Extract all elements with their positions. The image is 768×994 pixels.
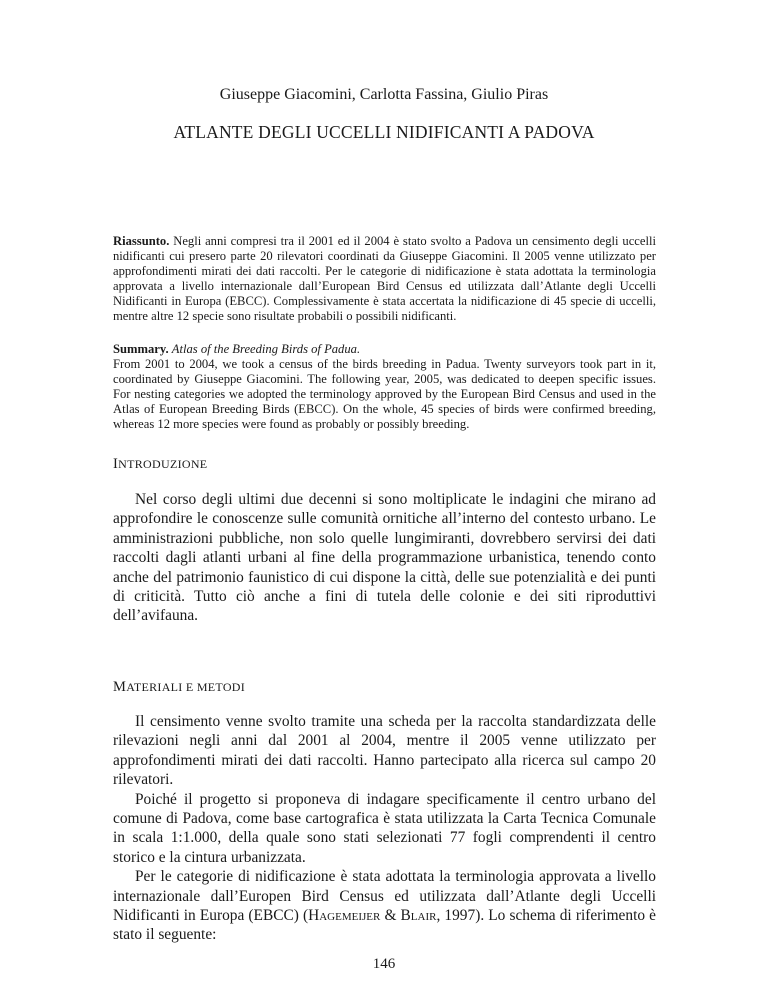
citation: Hagemeijer & Blair (308, 907, 437, 925)
summary-title: Atlas of the Breeding Birds of Padua. (171, 342, 361, 356)
section-body-materiali-e-metodi (113, 712, 656, 945)
paragraph: Nel corso degli ultimi due decenni si sono moltiplicate le indagini che mirano ad approfondire le conoscenze sulle comunità ornitiche all’interno del contesto urbano. Le amministrazioni pubbliche, non solo quelle lungimiranti, dovrebbero servirsi dei dati raccolti dagli atlanti urbani al fine della programmazione urbanistica, tenendo conto anche del patrimonio faunistico di cui dispone la città, delle sue potenzialità e dei punti di criticità. Tutto ciò anche a fini di tutela delle colonie e dei siti riproduttivi dell’avifauna. (113, 491, 656, 625)
summary-label: Summary. (113, 342, 169, 356)
page-number: 146 (372, 956, 396, 972)
paragraph: Poiché il progetto si proponeva di indagare specificamente il centro urbano del comune di Padova, come base cartografica è stata utilizzata la Carta Tecnica Comunale in scala 1:1.000, della quale sono stati selezionati 77 fogli comprendenti il centro storico e la cintura urbanizzata. (113, 790, 656, 866)
summary-text: From 2001 to 2004, we took a census of the birds breeding in Padua. Twenty surveyors took part in it, coordinated by Giuseppe Giacomini. The following year, 2005, was dedicated to deepen specific issues. For nesting categories we adopted the terminology approved by the European Bird Census and used in the Atlas of European Breeding Birds (EBCC). On the whole, 45 species of birds were confirmed breeding, whereas 12 more species were found as probably or possibly breeding. (113, 357, 656, 431)
abstract-english (113, 342, 656, 432)
paragraph: Il censimento venne svolto tramite una scheda per la raccolta standardizzata delle rilevazioni negli anni dal 2001 al 2004, mentre il 2005 venne utilizzato per approfondimenti mirati dei dati raccolti. Hanno partecipato alla ricerca sul campo 20 rilevatori. (113, 713, 656, 789)
section-heading-materiali-e-metodi: MATERIALI E METODI (113, 679, 246, 695)
paper-title: ATLANTE DEGLI UCCELLI NIDIFICANTI A PADOVA (173, 122, 595, 142)
paragraph: Per le categorie di nidificazione è stata adottata la terminologia approvata a livello internazionale dall’Europen Bird Census ed utilizzata dall’Atlante degli Uccelli Nidificanti in Europa (EBCC) (Hagemeijer & Blair, 1997). Lo schema di riferimento è stato il seguente: (113, 868, 656, 944)
section-body-introduzione (113, 490, 656, 626)
authors: Giuseppe Giacomini, Carlotta Fassina, Giulio Piras (219, 86, 549, 103)
riassunto-text: Negli anni compresi tra il 2001 ed il 2004 è stato svolto a Padova un censimento degli uccelli nidificanti cui presero parte 20 rilevatori coordinati da Giuseppe Giacomini. Il 2005 venne utilizzato per approfondimenti mirati dei dati raccolti. Per le categorie di nidificazione è stata adottata la terminologia approvata a livello internazionale dall’European Bird Census ed utilizzata dall’Atlante degli Uccelli Nidificanti in Europa (EBCC). Complessivamente è stata accertata la nidificazione di 45 specie di uccelli, mentre altre 12 specie sono risultate probabili o possibili nidificanti. (113, 234, 656, 323)
abstract-italian (113, 234, 656, 324)
riassunto-label: Riassunto. (113, 234, 170, 248)
section-heading-introduzione: INTRODUZIONE (113, 456, 208, 472)
